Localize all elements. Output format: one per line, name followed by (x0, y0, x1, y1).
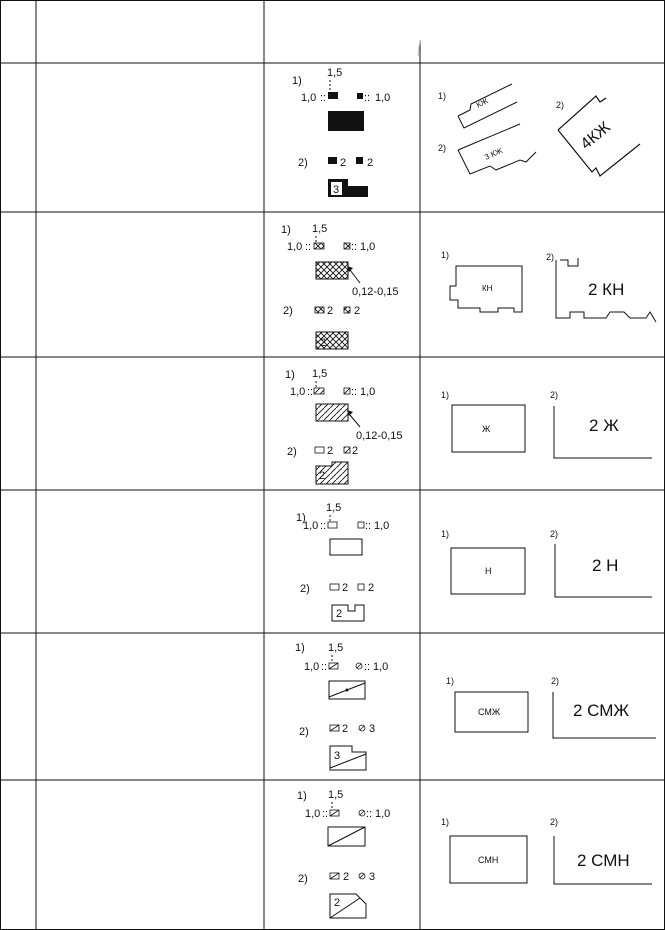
example-2 (550, 390, 652, 458)
symbol-label: 3 (333, 184, 340, 196)
symbol-1-conventions (295, 642, 388, 699)
symbol-label: 2 КН (588, 280, 625, 299)
symbol-label: 1,0 (304, 661, 320, 673)
symbol-label: 2) (551, 676, 560, 686)
symbol-label: 2 (367, 157, 374, 169)
symbol-label: 2 (352, 445, 359, 457)
symbol-label: 2) (546, 252, 555, 262)
symbol-label: 1) (295, 642, 305, 654)
symbol-label: 2 (368, 582, 375, 594)
symbol-label: 2) (300, 583, 310, 595)
row-3 (285, 368, 652, 484)
symbol-label: 2 (319, 470, 326, 482)
building-fill-empty (330, 539, 362, 555)
building-fill-hatch (316, 404, 348, 421)
example-1 (441, 529, 525, 594)
example-2 (438, 124, 536, 174)
symbol-label: КЖ (474, 96, 490, 110)
symbol-label: 1,0 (360, 241, 376, 253)
symbol-label: 1) (292, 75, 302, 87)
symbol-label: 1) (297, 790, 307, 802)
symbol-label: СМЖ (478, 707, 501, 717)
symbol-label: 1) (281, 224, 291, 236)
symbol-label: Ж (482, 424, 491, 434)
symbol-label: 1) (441, 250, 450, 260)
svg-text:::: :: (320, 92, 327, 104)
symbol-label: 1) (441, 817, 450, 827)
example-1 (446, 676, 528, 732)
symbol-2-conventions (300, 582, 374, 621)
example-1 (441, 390, 525, 452)
symbol-2-conventions (298, 157, 373, 197)
symbol-2-conventions (298, 871, 375, 918)
symbol-label: 2) (550, 390, 559, 400)
symbol-label: 1,0 (375, 92, 391, 104)
symbol-label: 1,5 (327, 67, 343, 79)
svg-text:::: :: (320, 520, 327, 532)
symbol-1-conventions (296, 502, 389, 555)
symbol-label: 1,5 (328, 642, 344, 654)
svg-text:::: :: (351, 386, 358, 398)
svg-text:::: :: (365, 520, 372, 532)
symbol-label: 3 (369, 871, 376, 883)
symbol-label: 2) (298, 157, 308, 169)
symbol-label: 1) (285, 369, 295, 381)
symbol-label: 2) (550, 529, 559, 539)
symbol-label: 1) (296, 512, 306, 524)
row-2 (281, 223, 656, 349)
symbol-label: 2 (320, 337, 327, 349)
symbol-label: 1,0 (301, 92, 317, 104)
symbol-label: 1,0 (375, 808, 391, 820)
symbol-label: 2 (327, 305, 334, 317)
svg-text:::: :: (305, 241, 312, 253)
example-3 (556, 96, 640, 176)
symbol-label: 2 (327, 445, 334, 457)
symbol-label: 3 (369, 723, 376, 735)
symbol-label: 1) (446, 676, 455, 686)
symbol-2-conventions (283, 305, 360, 349)
symbol-label: 2) (299, 726, 309, 738)
symbol-label: 1,0 (287, 241, 303, 253)
symbol-label: СМН (478, 855, 499, 865)
row-6 (297, 789, 652, 918)
symbol-label: 1) (441, 390, 450, 400)
symbol-label: 2) (298, 873, 308, 885)
symbol-label: 2 (343, 871, 350, 883)
symbol-label: 2 (342, 723, 349, 735)
symbol-label: 1,0 (290, 386, 306, 398)
symbol-label: 0,12-0,15 (352, 286, 399, 298)
symbol-label: 1,0 (303, 520, 319, 532)
example-2 (546, 252, 656, 322)
svg-text:::: :: (366, 808, 373, 820)
svg-text:::: :: (321, 661, 328, 673)
example-1 (441, 250, 522, 312)
symbol-label: 2) (287, 446, 297, 458)
symbol-label: 2 СМЖ (573, 701, 630, 720)
symbol-label: 2 (336, 608, 343, 620)
svg-text:::: :: (364, 661, 371, 673)
symbol-1-conventions (292, 67, 390, 131)
symbol-2-conventions (299, 723, 375, 770)
symbol-label: 2) (283, 305, 293, 317)
symbol-1-conventions (285, 368, 402, 442)
svg-text:::: :: (351, 241, 358, 253)
symbol-label: 2 (340, 157, 347, 169)
row-4 (296, 502, 652, 621)
example-1 (438, 84, 517, 128)
symbol-label: 3 (334, 750, 341, 762)
symbol-label: 4КЖ (577, 118, 614, 154)
symbol-2-conventions (287, 445, 358, 484)
symbol-label: 2) (550, 817, 559, 827)
symbol-label: 2 Н (592, 556, 619, 575)
example-2 (550, 817, 652, 884)
symbol-label: 1,0 (374, 520, 390, 532)
svg-text:::: :: (322, 808, 329, 820)
example-1 (441, 817, 527, 883)
symbol-label: 1,5 (312, 223, 328, 235)
symbol-1-conventions (297, 789, 390, 846)
symbol-label: 1) (441, 529, 450, 539)
building-fill-solid (328, 111, 364, 131)
symbol-label: 2) (556, 100, 565, 110)
svg-text:::: :: (364, 92, 371, 104)
symbol-label: 2 Ж (589, 416, 619, 435)
symbol-label: 0,12-0,15 (356, 430, 403, 442)
symbol-label: 2 (334, 897, 341, 909)
symbol-label: 1,5 (312, 368, 328, 380)
row-5 (295, 642, 656, 770)
symbol-label: 1,0 (373, 661, 389, 673)
symbol-1-conventions (281, 223, 398, 298)
symbol-label: Н (485, 566, 492, 576)
symbol-label: 1,5 (326, 502, 342, 514)
symbol-label: 2) (438, 143, 447, 153)
symbol-label: 2 (354, 305, 361, 317)
symbol-label: КН (482, 284, 493, 293)
example-2 (551, 676, 656, 738)
symbol-label: 1,5 (328, 789, 344, 801)
svg-text:::: :: (307, 386, 314, 398)
row-1 (292, 67, 640, 197)
building-fill-crosshatch (316, 262, 348, 279)
symbol-label: 2 СМН (577, 851, 630, 870)
symbol-label: 3 КЖ (483, 145, 504, 162)
symbol-label: 1,0 (305, 808, 321, 820)
symbol-label: 2 (342, 582, 349, 594)
example-2 (550, 529, 652, 597)
symbol-label: 1) (438, 91, 447, 101)
symbol-label: 1,0 (360, 386, 376, 398)
